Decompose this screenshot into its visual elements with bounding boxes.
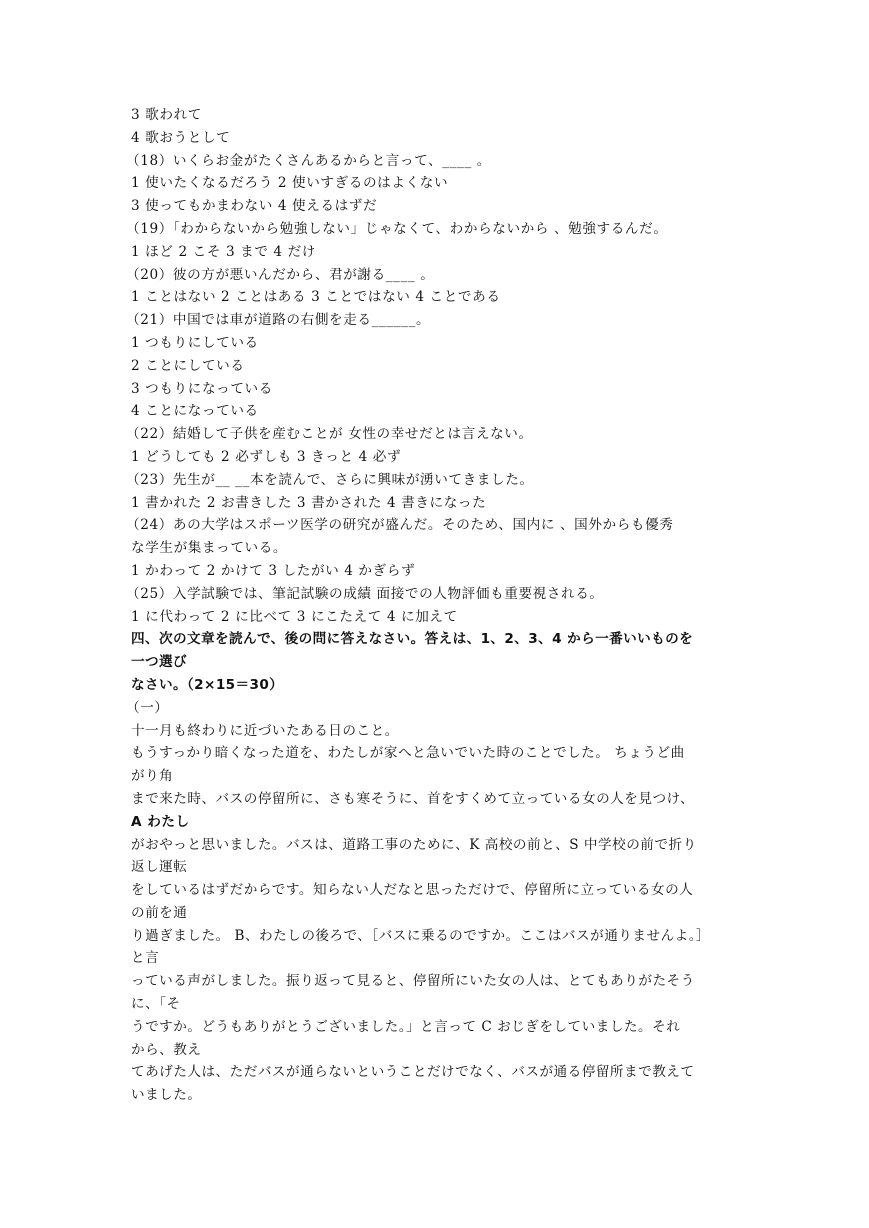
question-24: （24）あの大学はスポーツ医学の研究が盛んだ。そのため、国内に 、国外からも優秀 (126, 517, 674, 534)
question-21: （21）中国では車が道路の右側を走る______。 (126, 312, 431, 329)
option-line: 4 ことになっている (131, 403, 259, 420)
question-18: （18）いくらお金がたくさんあるからと言って、____ 。 (126, 152, 491, 169)
option-line: 4 歌おうとして (131, 129, 231, 146)
section-heading-cont: なさい。（2×15＝30） (131, 676, 284, 693)
passage-number: （一） (126, 699, 169, 716)
option-line: 3 つもりになっている (131, 380, 273, 397)
option-line: 1 ことはない 2 ことはある 3 ことではない 4 ことである (131, 289, 501, 306)
passage-line: まで来た時、バスの停留所に、さも寒そうに、首をすくめて立っている女の人を見つけ、 (131, 790, 695, 807)
question-22: （22）結婚して子供を産むことが 女性の幸せだとは言えない。 (126, 426, 533, 443)
passage-line: がおやっと思いました。バスは、道路工事のために、K 高校の前と、S 中学校の前で折り (131, 836, 697, 853)
passage-line: 十一月も終わりに近づいたある日のこと。 (131, 722, 399, 739)
section-heading: 四、次の文章を読んで、後の問に答えなさい。答えは、1、2、3、4 から一番いいものを (131, 631, 694, 648)
passage-line: てあげた人は、ただバスが通らないということだけでなく、バスが通る停留所まで教えて (131, 1064, 695, 1081)
option-line: 1 つもりにしている (131, 334, 259, 351)
passage-line: もうすっかり暗くなった道を、わたしが家へと急いでいた時のことでした。 ちょうど曲 (131, 745, 685, 762)
option-line: 1 使いたくなるだろう 2 使いすぎるのはよくない (131, 175, 449, 192)
option-line: 1 ほど 2 こそ 3 まで 4 だけ (131, 243, 316, 260)
question-24-cont: な学生が集まっている。 (131, 540, 288, 557)
passage-line: がり角 (131, 768, 174, 785)
option-line: 3 歌われて (131, 107, 202, 123)
option-line: 2 ことにしている (131, 357, 245, 374)
passage-line: うですか。どうもありがとうございました。」と言って C おじぎをしていました。それ (131, 1018, 681, 1035)
passage-line: から、教え (131, 1041, 202, 1058)
question-19: （19）「わからないから勉強しない」じゃなくて、わからないから 、勉強するんだ。 (126, 220, 668, 237)
option-line: 1 に代わって 2 に比べて 3 にこたえて 4 に加えて (131, 608, 458, 625)
section-heading-cont: 一つ選び (131, 654, 187, 671)
passage-line: A わたし (131, 813, 190, 830)
passage-line: 返し運転 (131, 859, 188, 876)
passage-line: り過ぎました。 B、わたしの後ろで、［バスに乗るのですか。ここはバスが通りませんよ。］ (131, 927, 711, 944)
question-20: （20）彼の方が悪いんだから、君が謝る____ 。 (126, 266, 435, 283)
passage-line: っている声がしました。振り返って見ると、停留所にいた女の人は、とてもありがたそう (131, 973, 695, 990)
document-page (126, 104, 743, 1107)
passage-line: と言 (131, 950, 160, 967)
option-line: 3 使ってもかまわない 4 使えるはずだ (131, 198, 378, 215)
option-line: 1 書かれた 2 お書きした 3 書かされた 4 書きになった (131, 494, 487, 511)
question-list (126, 104, 743, 628)
reading-passage (131, 720, 743, 1108)
option-line: 1 かわって 2 かけて 3 したがい 4 かぎらず (131, 562, 416, 579)
section-four (126, 628, 743, 719)
passage-line: をしているはずだからです。知らない人だなと思っただけで、停留所に立っている女の人 (131, 882, 694, 899)
question-23: （23）先生が__ __本を読んで、さらに興味が湧いてきました。 (126, 471, 534, 488)
passage-line: の前を通 (131, 904, 188, 921)
option-line: 1 どうしても 2 必ずしも 3 きっと 4 必ず (131, 448, 402, 465)
question-25: （25）入学試験では、筆記試験の成績 面接での人物評価も重要視される。 (126, 585, 604, 602)
passage-line: に、「そ (131, 996, 181, 1013)
passage-line: いました。 (131, 1087, 202, 1104)
